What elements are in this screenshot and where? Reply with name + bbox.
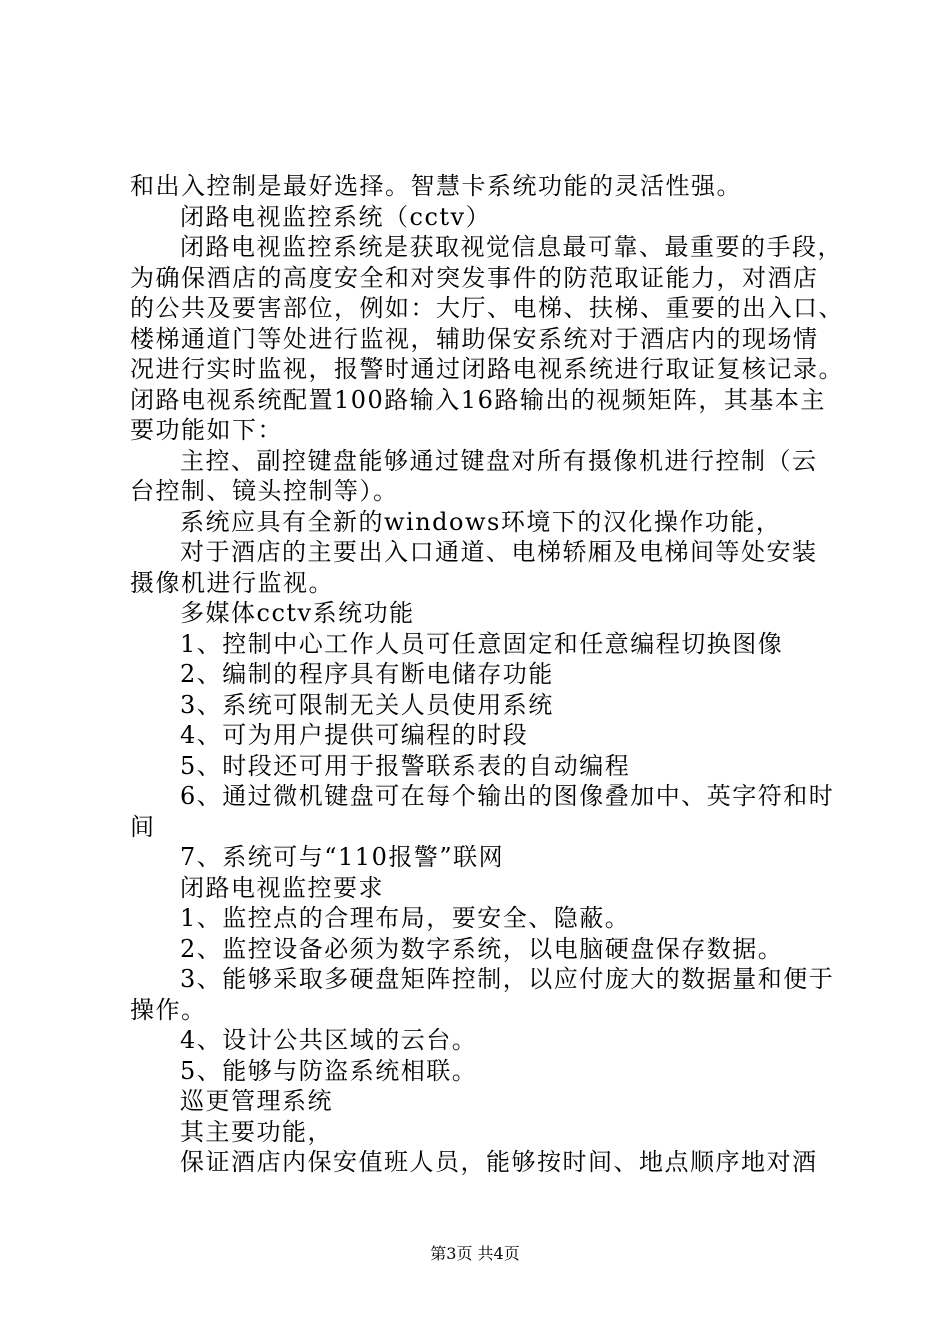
- text-line: 主控、副控键盘能够通过键盘对所有摄像机进行控制（云: [180, 446, 818, 475]
- text-line: 闭路电视系统配置100路输入16路输出的视频矩阵，其基本主: [130, 385, 826, 414]
- text-line: 对于酒店的主要出入口通道、电梯轿厢及电梯间等处安装: [180, 538, 818, 566]
- text-line: 和出入控制是最好选择。智慧卡系统功能的灵活性强。: [130, 172, 742, 200]
- text-line: 7、系统可与“110报警”联网: [180, 843, 505, 871]
- text-line: 闭路电视监控要求: [180, 873, 384, 902]
- text-line: 系统应具有全新的windows环境下的汉化操作功能，: [180, 507, 782, 536]
- text-line: 的公共及要害部位，例如：大厅、电梯、扶梯、重要的出入口、: [130, 294, 844, 322]
- text-line: 5、能够与防盗系统相联。: [180, 1056, 478, 1085]
- text-line: 况进行实时监视，报警时通过闭路电视系统进行取证复核记录。: [130, 355, 844, 383]
- text-line: 其主要功能，: [180, 1117, 333, 1146]
- text-line: 2、编制的程序具有断电储存功能: [180, 660, 554, 688]
- text-line: 巡更管理系统: [180, 1087, 333, 1115]
- text-line: 为确保酒店的高度安全和对突发事件的防范取证能力，对酒店: [130, 263, 819, 292]
- text-line: 5、时段还可用于报警联系表的自动编程: [180, 751, 631, 780]
- text-line: 台控制、镜头控制等）。: [130, 477, 399, 505]
- text-line: 4、可为用户提供可编程的时段: [180, 721, 529, 749]
- text-line: 操作。: [130, 995, 207, 1024]
- text-line: 1、控制中心工作人员可任意固定和任意编程切换图像: [180, 629, 784, 658]
- text-line: 4、设计公共区域的云台。: [180, 1026, 478, 1054]
- text-line: 闭路电视监控系统（cctv）: [180, 202, 492, 231]
- document-body: [130, 171, 844, 1178]
- text-line: 要功能如下：: [130, 416, 283, 444]
- text-line: 6、通过微机键盘可在每个输出的图像叠加中、英字符和时: [180, 782, 835, 810]
- text-line: 3、能够采取多硬盘矩阵控制，以应付庞大的数据量和便于: [180, 965, 835, 993]
- page-footer: 第3页 共4页: [430, 1244, 520, 1263]
- text-line: 闭路电视监控系统是获取视觉信息最可靠、最重要的手段，: [180, 233, 843, 261]
- text-line: 保证酒店内保安值班人员，能够按时间、地点顺序地对酒: [180, 1148, 818, 1176]
- text-line: 楼梯通道门等处进行监视，辅助保安系统对于酒店内的现场情: [130, 324, 819, 353]
- text-line: 间: [130, 812, 156, 841]
- text-line: 摄像机进行监视。: [130, 568, 334, 597]
- text-line: 3、系统可限制无关人员使用系统: [180, 690, 554, 719]
- text-line: 多媒体cctv系统功能: [180, 599, 415, 627]
- text-line: 1、监控点的合理布局，要安全、隐蔽。: [180, 904, 631, 932]
- text-line: 2、监控设备必须为数字系统，以电脑硬盘保存数据。: [180, 934, 784, 963]
